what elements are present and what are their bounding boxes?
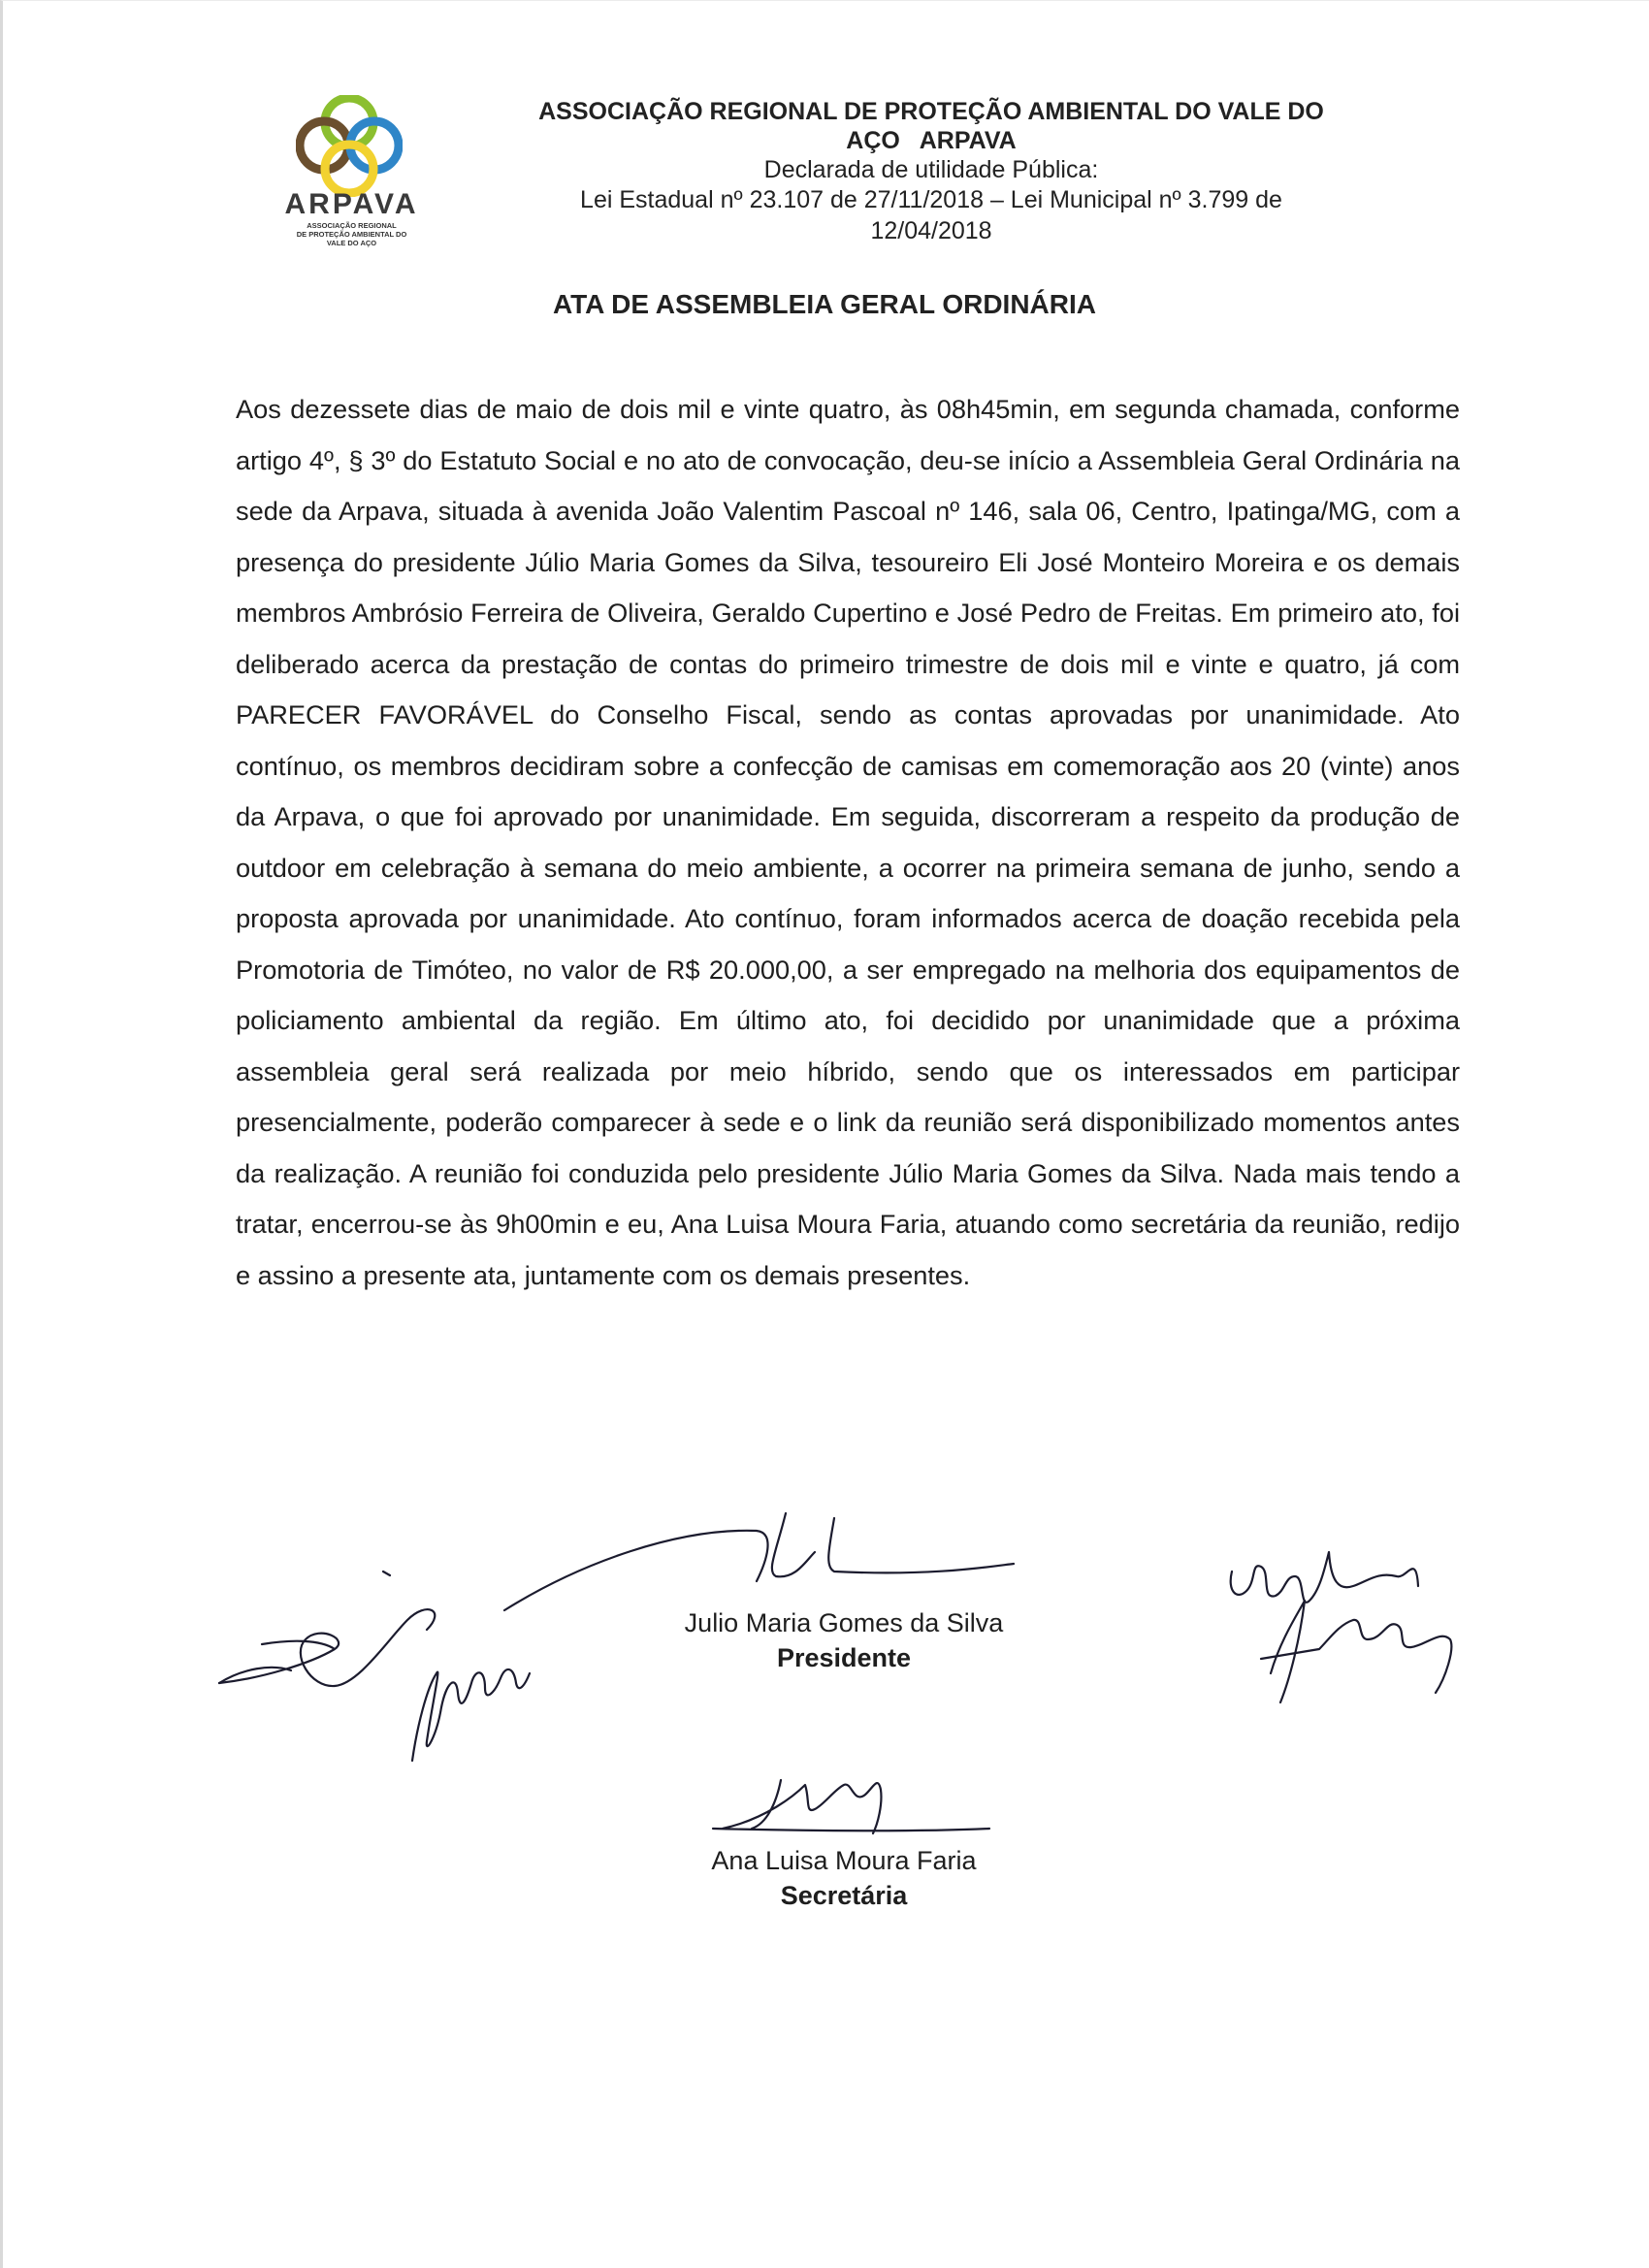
signature-right-bottom — [1261, 1601, 1451, 1702]
laws-line2: 12/04/2018 — [870, 217, 992, 244]
signature-left-bottom — [412, 1669, 530, 1761]
secretary-role: Secretária — [780, 1881, 908, 1910]
signature-president-sweep — [504, 1513, 1014, 1610]
document-title: ATA DE ASSEMBLEIA GERAL ORDINÁRIA — [552, 289, 1096, 319]
arpava-logo — [267, 95, 436, 250]
org-name-line1: ASSOCIAÇÃO REGIONAL DE PROTEÇÃO AMBIENTAL DO VALE DO — [538, 98, 1324, 125]
handwritten-signatures — [0, 1494, 1649, 1998]
logo-rings-icon — [296, 95, 403, 197]
president-role: Presidente — [776, 1643, 912, 1672]
minutes-body: Aos dezessete dias de maio de dois mil e vinte quatro, às 08h45min, em segunda chamada, conforme artigo 4º, § 3º do Estatuto Social e no ato de convocação, deu-se início a Assembleia Geral Ordinária na sede da Arpava, situada à avenida João Valentim Pascoal nº 146, sala 06, Centro, Ipatinga/MG, com a presença do presidente Júlio Maria Gomes da Silva, tesoureiro Eli José Monteiro Moreira e os demais membros Ambrósio Ferreira de Oliveira, Geraldo Cupertino e José Pedro de Freitas. Em primeiro ato, foi deliberado acerca da prestação de contas do primeiro trimestre de dois mil e vinte e quatro, já com PARECER FAVORÁVEL do Conselho Fiscal, sendo as contas aprovadas por unanimidade. Ato contínuo, os membros decidiram sobre a confecção de camisas em comemoração aos 20 (vinte) anos da Arpava, o que foi aprovado por unanimidade. Em seguida, discorreram a respeito da produção de outdoor em celebração à semana do meio ambiente, a ocorrer na primeira semana de junho, sendo a proposta aprovada por unanimidade. Ato contínuo, foram informados acerca de doação recebida pela Promotoria de Timóteo, no valor de R$ 20.000,00, a ser empregado na melhoria dos equipamentos de policiamento ambiental da região. Em último ato, foi decidido por unanimidade que a próxima assembleia geral será realizada por meio híbrido, sendo que os interessados em participar presencialmente, poderão comparecer à sede e o link da reunião será disponibilizado momentos antes da realização. A reunião foi conduzida pelo presidente Júlio Maria Gomes da Silva. Nada mais tendo a tratar, encerrou-se às 9h00min e eu, Ana Luisa Moura Faria, atuando como secretária da reunião, redijo e assino a presente ata, juntamente com os demais presentes. — [236, 394, 1460, 1290]
logo-subtitle-line: ASSOCIAÇÃO REGIONAL — [307, 221, 397, 230]
signature-secretary — [713, 1780, 989, 1833]
logo-subtitle-line: VALE DO AÇO — [326, 239, 377, 247]
secretary-name: Ana Luisa Moura Faria — [711, 1846, 977, 1875]
laws-line1: Lei Estadual nº 23.107 de 27/11/2018 – Lei Municipal nº 3.799 de — [580, 186, 1282, 213]
signature-right-top — [1231, 1552, 1418, 1603]
logo-name: ARPAVA — [284, 188, 419, 220]
org-name-line2: AÇO ARPAVA — [846, 127, 1017, 154]
letterhead — [475, 97, 1387, 246]
president-signature-block — [621, 1605, 1067, 1675]
secretary-signature-block — [621, 1843, 1067, 1913]
public-utility-declaration: Declarada de utilidade Pública: — [763, 156, 1099, 183]
logo-subtitle — [267, 221, 436, 247]
president-name: Julio Maria Gomes da Silva — [684, 1608, 1004, 1637]
logo-subtitle-line: DE PROTEÇÃO AMBIENTAL DO — [296, 230, 407, 239]
signatures-area — [0, 1494, 1649, 1998]
